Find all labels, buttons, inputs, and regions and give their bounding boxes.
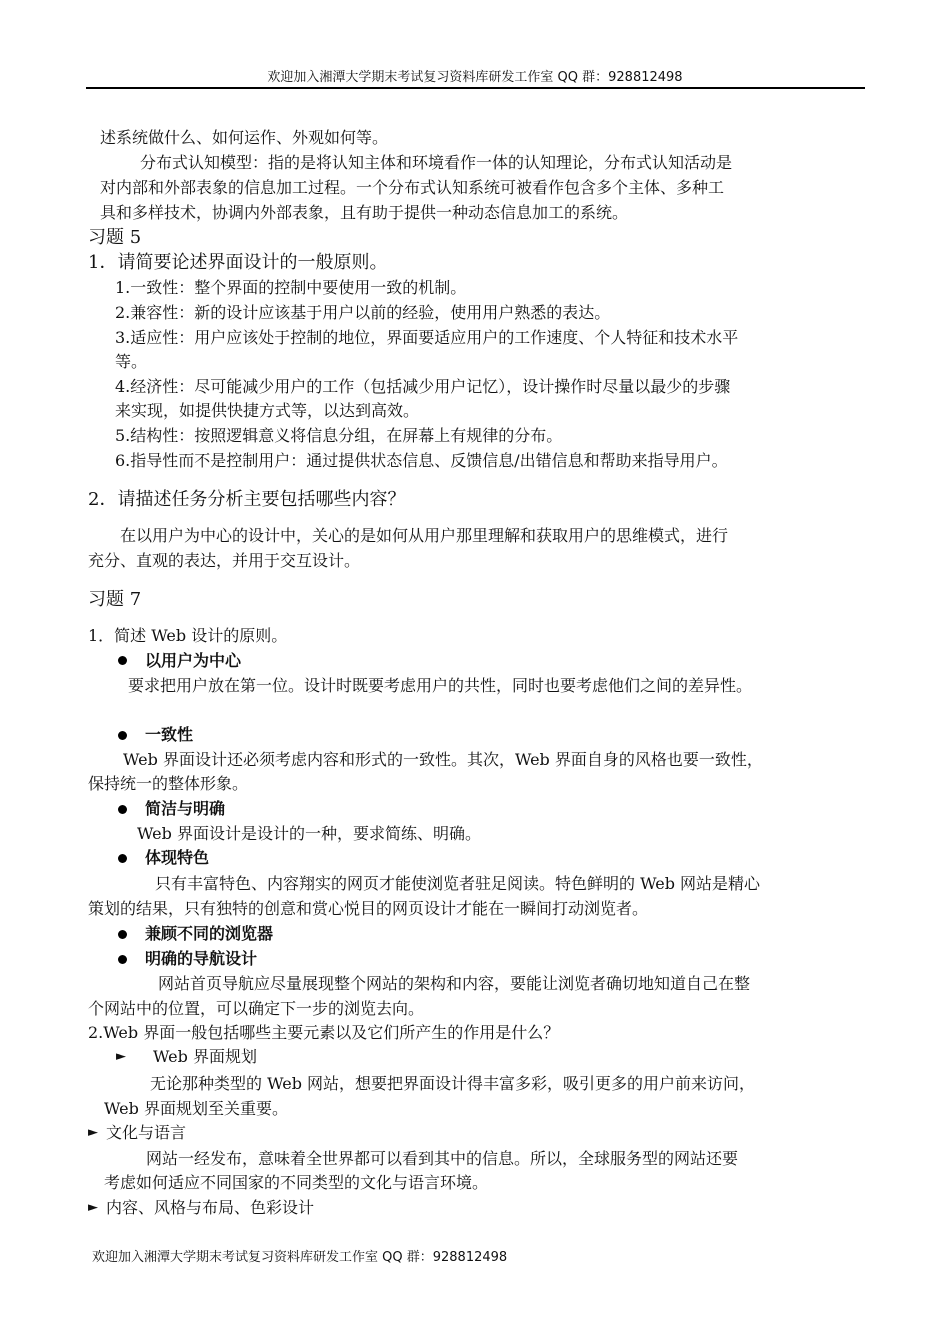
ex5-principle-2: 2.兼容性：新的设计应该基于用户以前的经验，使用用户熟悉的表达。	[115, 303, 611, 322]
element-culture-language: 文化与语言	[106, 1123, 187, 1142]
page-header: 欢迎加入湘潭大学期末考试复习资料库研发工作室 QQ 群：928812498	[267, 70, 683, 85]
ex5-principle-3: 3.适应性：用户应该处于控制的地位，界面要适应用户的工作速度、个人特征和技术水平	[115, 328, 739, 347]
intro-line-1: 述系统做什么、如何运作、外观如何等。	[100, 128, 389, 147]
element-culture-language-text-1: 网站一经发布，意味着全世界都可以看到其中的信息。所以，全球服务型的网站还要	[146, 1149, 739, 1168]
principle-consistency-text-1: Web 界面设计还必须考虑内容和形式的一致性。其次，Web 界面自身的风格也要一致性，	[123, 750, 763, 769]
triangle-bullet-icon: ►	[88, 1125, 98, 1140]
element-web-planning-text-2: Web 界面规划至关重要。	[104, 1099, 288, 1118]
element-culture-language-text-2: 考虑如何适应不同国家的不同类型的文化与语言环境。	[104, 1173, 489, 1192]
exercise-5-title: 习题 5	[88, 227, 142, 248]
principle-user-centered: 以用户为中心	[145, 651, 242, 670]
principle-navigation-text-1: 网站首页导航应尽量展现整个网站的架构和内容，要能让浏览者确切地知道自己在整	[158, 974, 751, 993]
triangle-bullet-icon: ►	[116, 1049, 126, 1064]
principle-characteristics-text-1: 只有丰富特色、内容翔实的网页才能使浏览者驻足阅读。特色鲜明的 Web 网站是精心	[155, 874, 761, 893]
bullet-dot	[118, 955, 127, 964]
triangle-bullet-icon: ►	[88, 1200, 98, 1215]
element-web-planning: Web 界面规划	[153, 1047, 257, 1066]
bullet-dot	[118, 854, 127, 863]
principle-concise: 简洁与明确	[145, 799, 226, 818]
ex5-principle-6: 6.指导性而不是控制用户：通过提供状态信息、反馈信息/出错信息和帮助来指导用户。	[115, 451, 728, 470]
ex5-principle-4-cont: 来实现，如提供快捷方式等，以达到高效。	[115, 401, 420, 420]
principle-consistency: 一致性	[145, 725, 194, 744]
principle-characteristics: 体现特色	[145, 848, 210, 867]
principle-user-centered-text: 要求把用户放在第一位。设计时既要考虑用户的共性，同时也要考虑他们之间的差异性。	[128, 676, 753, 695]
exercise-7-title: 习题 7	[88, 589, 142, 610]
principle-characteristics-text-2: 策划的结果，只有独特的创意和赏心悦目的网页设计才能在一瞬间打动浏览者。	[88, 899, 649, 918]
principle-navigation-text-2: 个网站中的位置，可以确定下一步的浏览去向。	[88, 999, 425, 1018]
ex7-question-1: 1．简述 Web 设计的原则。	[88, 626, 288, 645]
bullet-dot	[118, 656, 127, 665]
ex5-principle-3-cont: 等。	[115, 352, 148, 371]
principle-browsers: 兼顾不同的浏览器	[145, 924, 274, 943]
header-rule	[86, 87, 865, 89]
ex5-question-1: 1．请简要论述界面设计的一般原则。	[88, 252, 388, 273]
ex7-question-2: 2.Web 界面一般包括哪些主要元素以及它们所产生的作用是什么？	[88, 1023, 560, 1042]
bullet-dot	[118, 805, 127, 814]
intro-line-3: 对内部和外部表象的信息加工过程。一个分布式认知系统可被看作包含多个主体、多种工	[100, 178, 725, 197]
principle-navigation: 明确的导航设计	[145, 949, 258, 968]
intro-line-4: 具和多样技术，协调内外部表象，且有助于提供一种动态信息加工的系统。	[100, 203, 629, 222]
element-content-style-color: 内容、风格与布局、色彩设计	[106, 1198, 315, 1217]
principle-consistency-text-2: 保持统一的整体形象。	[88, 774, 249, 793]
principle-concise-text: Web 界面设计是设计的一种，要求简练、明确。	[137, 824, 481, 843]
element-web-planning-text-1: 无论那种类型的 Web 网站，想要把界面设计得丰富多彩，吸引更多的用户前来访问，	[150, 1074, 756, 1093]
ex5-answer-2-line-1: 在以用户为中心的设计中，关心的是如何从用户那里理解和获取用户的思维模式，进行	[120, 526, 729, 545]
page-footer: 欢迎加入湘潭大学期末考试复习资料库研发工作室 QQ 群：928812498	[92, 1250, 508, 1265]
ex5-principle-5: 5.结构性：按照逻辑意义将信息分组，在屏幕上有规律的分布。	[115, 426, 563, 445]
bullet-dot	[118, 930, 127, 939]
ex5-answer-2-line-2: 充分、直观的表达，并用于交互设计。	[88, 551, 361, 570]
intro-line-2: 分布式认知模型：指的是将认知主体和环境看作一体的认知理论，分布式认知活动是	[140, 153, 733, 172]
ex5-principle-4: 4.经济性：尽可能减少用户的工作（包括减少用户记忆），设计操作时尽量以最少的步骤	[115, 377, 731, 396]
ex5-principle-1: 1.一致性：整个界面的控制中要使用一致的机制。	[115, 278, 467, 297]
bullet-dot	[118, 731, 127, 740]
ex5-question-2: 2．请描述任务分析主要包括哪些内容？	[88, 489, 406, 510]
